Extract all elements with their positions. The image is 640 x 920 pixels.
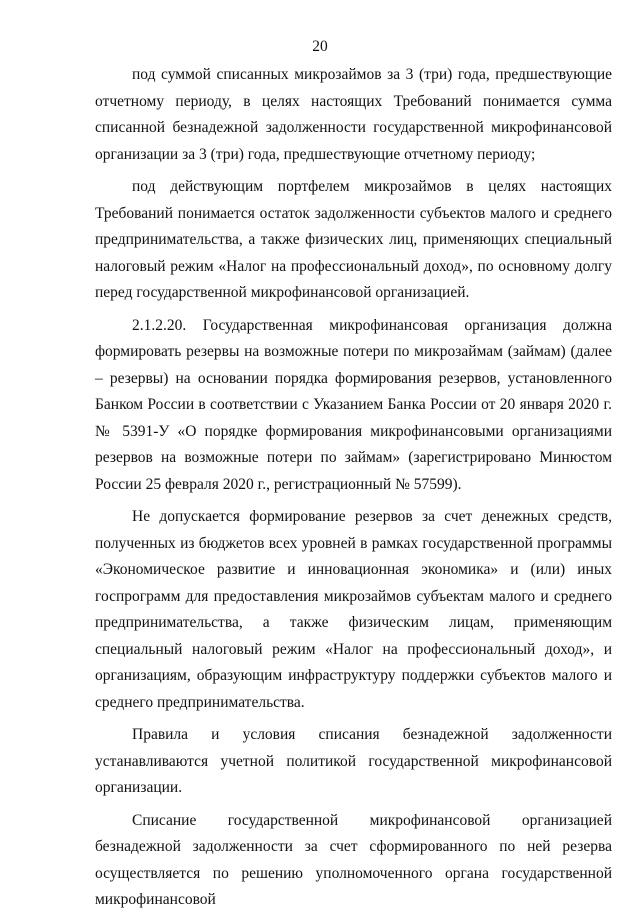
document-body — [95, 62, 612, 920]
page-number: 20 — [312, 38, 328, 55]
paragraph-active-portfolio: под действующим портфелем микрозаймов в целях настоящих Требований понимается остаток задолженности субъектов малого и среднего предпринимательства, а также физических лиц, применяющих специальный налоговый режим «Налог на профессиональный доход», по основному долгу перед государственной микрофинансовой организацией. — [95, 178, 612, 301]
paragraph-written-off-microloans: под суммой списанных микрозаймов за 3 (три) года, предшествующие отчетному периоду, в целях настоящих Требований понимается сумма списанной безнадежной задолженности государственной микрофинансовой организации за 3 (три) года, предшествующие отчетному периоду; — [95, 66, 612, 163]
paragraph-clause-2-1-2-20: 2.1.2.20. Государственная микрофинансовая организация должна формировать резервы на возможные потери по микрозаймам (займам) (далее – резервы) на основании порядка формирования резервов, установленного Банком России в соответствии с Указанием Банка России от 20 января 2020 г. № 5391-У «О порядке формирования микрофинансовыми организациями резервов на возможные потери по займам» (зарегистрировано Минюстом России 25 февраля 2020 г., регистрационный № 57599). — [95, 316, 612, 493]
paragraph-write-off-decision: Списание государственной микрофинансовой организацией безнадежной задолженности за счет сформированного по ней резерва осуществляется по решению уполномоченного органа государственной микрофинансовой — [95, 811, 612, 908]
paragraph-write-off-rules: Правила и условия списания безнадежной задолженности устанавливаются учетной политикой государственной микрофинансовой организации. — [95, 726, 612, 796]
paragraph-reserve-restriction: Не допускается формирование резервов за счет денежных средств, полученных из бюджетов всех уровней в рамках государственной программы «Экономическое развитие и инновационная экономика» и (или) иных госпрограмм для предоставления микрозаймов субъектам малого и среднего предпринимательства, а также физическим лицам, применяющим специальный налоговый режим «Налог на профессиональный доход», и организациям, образующим инфраструктуру поддержки субъектов малого и среднего предпринимательства. — [95, 508, 612, 711]
